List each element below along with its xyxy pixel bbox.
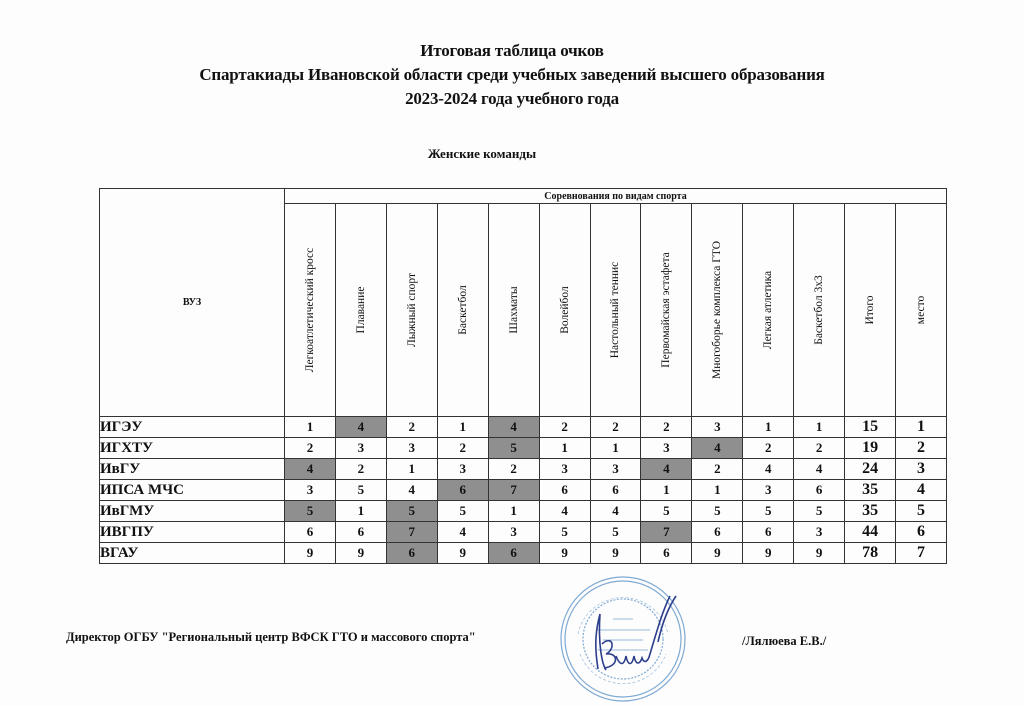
score-cell: 5 [692, 501, 743, 522]
score-cell: 1 [692, 480, 743, 501]
place-cell: 1 [896, 417, 947, 438]
place-cell: 4 [896, 480, 947, 501]
table-row [100, 501, 947, 522]
place-cell: 2 [896, 438, 947, 459]
score-cell: 4 [539, 501, 590, 522]
header-row-group [100, 189, 947, 204]
place-cell: 7 [896, 543, 947, 564]
score-cell: 1 [488, 501, 539, 522]
score-cell: 9 [437, 543, 488, 564]
column-header [285, 204, 336, 417]
score-cell: 9 [692, 543, 743, 564]
vuz-header: ВУЗ [100, 189, 285, 417]
total-cell: 24 [845, 459, 896, 480]
score-cell: 5 [743, 501, 794, 522]
total-cell: 35 [845, 501, 896, 522]
score-cell: 1 [794, 417, 845, 438]
score-cell: 2 [539, 417, 590, 438]
stamp-center-text-marks [596, 619, 650, 650]
score-cell: 6 [743, 522, 794, 543]
column-header [692, 204, 743, 417]
director-caption: Директор ОГБУ "Региональный центр ВФСК ГТО и массового спорта" [66, 630, 476, 644]
table-row [100, 480, 947, 501]
document-subtitle: Женские команды [427, 146, 537, 161]
signer-name: /Лялюева Е.В./ [742, 634, 827, 648]
column-header [437, 204, 488, 417]
score-cell: 6 [285, 522, 336, 543]
column-header-label: Итого [864, 295, 877, 325]
column-header [845, 204, 896, 417]
competitions-group-header: Соревнования по видам спорта [285, 189, 947, 204]
score-cell: 9 [539, 543, 590, 564]
document-title-year: 2023-2024 года учебного года [405, 89, 619, 108]
score-cell: 2 [437, 438, 488, 459]
university-name: ИвГМУ [100, 501, 285, 522]
column-header-label: Баскетбол 3х3 [813, 275, 826, 345]
score-cell: 6 [335, 522, 386, 543]
score-cell: 4 [386, 480, 437, 501]
score-cell: 2 [488, 459, 539, 480]
score-cell: 3 [437, 459, 488, 480]
place-cell: 3 [896, 459, 947, 480]
score-cell: 3 [488, 522, 539, 543]
score-cell: 3 [285, 480, 336, 501]
table-row [100, 543, 947, 564]
score-cell: 5 [335, 480, 386, 501]
score-cell: 9 [285, 543, 336, 564]
score-cell: 5 [794, 501, 845, 522]
score-cell: 1 [335, 501, 386, 522]
column-header-label: Настольный теннис [609, 261, 622, 359]
column-header-label: Легкоатлетический кросс [303, 247, 316, 373]
score-cell: 3 [641, 438, 692, 459]
score-cell: 1 [590, 438, 641, 459]
score-cell: 2 [386, 417, 437, 438]
score-cell: 4 [743, 459, 794, 480]
score-cell: 3 [590, 459, 641, 480]
score-cell: 9 [335, 543, 386, 564]
score-cell: 6 [692, 522, 743, 543]
column-header [794, 204, 845, 417]
score-cell-discarded: 5 [488, 438, 539, 459]
column-header [590, 204, 641, 417]
score-cell: 3 [743, 480, 794, 501]
score-cell: 9 [743, 543, 794, 564]
score-cell-discarded: 5 [285, 501, 336, 522]
column-header-label: Многоборье комплекса ГТО [711, 240, 724, 380]
score-cell-discarded: 4 [335, 417, 386, 438]
score-cell: 2 [641, 417, 692, 438]
score-cell-discarded: 6 [386, 543, 437, 564]
score-cell: 5 [590, 522, 641, 543]
score-cell-discarded: 7 [488, 480, 539, 501]
score-cell-discarded: 6 [488, 543, 539, 564]
university-name: ИГЭУ [100, 417, 285, 438]
score-cell: 1 [743, 417, 794, 438]
total-cell: 35 [845, 480, 896, 501]
column-header-label: Волейбол [558, 286, 571, 334]
score-cell-discarded: 4 [641, 459, 692, 480]
score-cell: 1 [386, 459, 437, 480]
column-header [743, 204, 794, 417]
results-table [99, 188, 947, 564]
score-cell: 4 [590, 501, 641, 522]
column-header-label: Лыжный спорт [405, 272, 418, 348]
official-stamp [558, 574, 688, 704]
score-cell: 2 [794, 438, 845, 459]
score-cell-discarded: 4 [285, 459, 336, 480]
university-name: ВГАУ [100, 543, 285, 564]
score-cell: 2 [590, 417, 641, 438]
total-cell: 44 [845, 522, 896, 543]
score-cell: 6 [794, 480, 845, 501]
results-body [100, 417, 947, 564]
score-cell-discarded: 4 [488, 417, 539, 438]
column-header-label: Баскетбол [456, 285, 469, 335]
score-cell: 3 [539, 459, 590, 480]
university-name: ИПСА МЧС [100, 480, 285, 501]
score-cell: 3 [794, 522, 845, 543]
score-cell-discarded: 6 [437, 480, 488, 501]
column-header-label: Первомайская эстафета [660, 252, 673, 368]
score-cell: 9 [794, 543, 845, 564]
column-header-label: Легкая атлетика [762, 270, 775, 350]
column-header-label: Плавание [354, 286, 367, 334]
column-header [335, 204, 386, 417]
table-row [100, 522, 947, 543]
column-header [386, 204, 437, 417]
score-cell: 3 [386, 438, 437, 459]
score-cell: 2 [335, 459, 386, 480]
university-name: ИВГПУ [100, 522, 285, 543]
score-cell: 1 [437, 417, 488, 438]
score-cell: 5 [539, 522, 590, 543]
score-cell: 2 [692, 459, 743, 480]
score-cell: 3 [692, 417, 743, 438]
document-title-line2: Спартакиады Ивановской области среди учебных заведений высшего образования [199, 65, 825, 84]
total-cell: 19 [845, 438, 896, 459]
column-header [488, 204, 539, 417]
score-cell-discarded: 4 [692, 438, 743, 459]
score-cell: 4 [437, 522, 488, 543]
university-name: ИГХТУ [100, 438, 285, 459]
score-cell-discarded: 7 [386, 522, 437, 543]
score-cell: 2 [285, 438, 336, 459]
score-cell-discarded: 5 [386, 501, 437, 522]
score-cell: 9 [590, 543, 641, 564]
document-title: Итоговая таблица очков [420, 41, 604, 60]
score-cell: 1 [285, 417, 336, 438]
table-row [100, 417, 947, 438]
column-header [896, 204, 947, 417]
score-cell: 1 [641, 480, 692, 501]
column-header-label: Шахматы [507, 286, 520, 334]
column-header-label: место [915, 295, 928, 325]
total-cell: 78 [845, 543, 896, 564]
table-row [100, 459, 947, 480]
table-row [100, 438, 947, 459]
score-cell: 3 [335, 438, 386, 459]
score-cell: 1 [539, 438, 590, 459]
column-header [641, 204, 692, 417]
place-cell: 6 [896, 522, 947, 543]
place-cell: 5 [896, 501, 947, 522]
score-cell: 4 [794, 459, 845, 480]
score-cell: 5 [641, 501, 692, 522]
total-cell: 15 [845, 417, 896, 438]
score-cell: 6 [590, 480, 641, 501]
score-cell-discarded: 7 [641, 522, 692, 543]
university-name: ИвГУ [100, 459, 285, 480]
score-cell: 6 [539, 480, 590, 501]
score-cell: 6 [641, 543, 692, 564]
score-cell: 5 [437, 501, 488, 522]
stamp-seal [561, 577, 685, 701]
score-cell: 2 [743, 438, 794, 459]
column-header [539, 204, 590, 417]
